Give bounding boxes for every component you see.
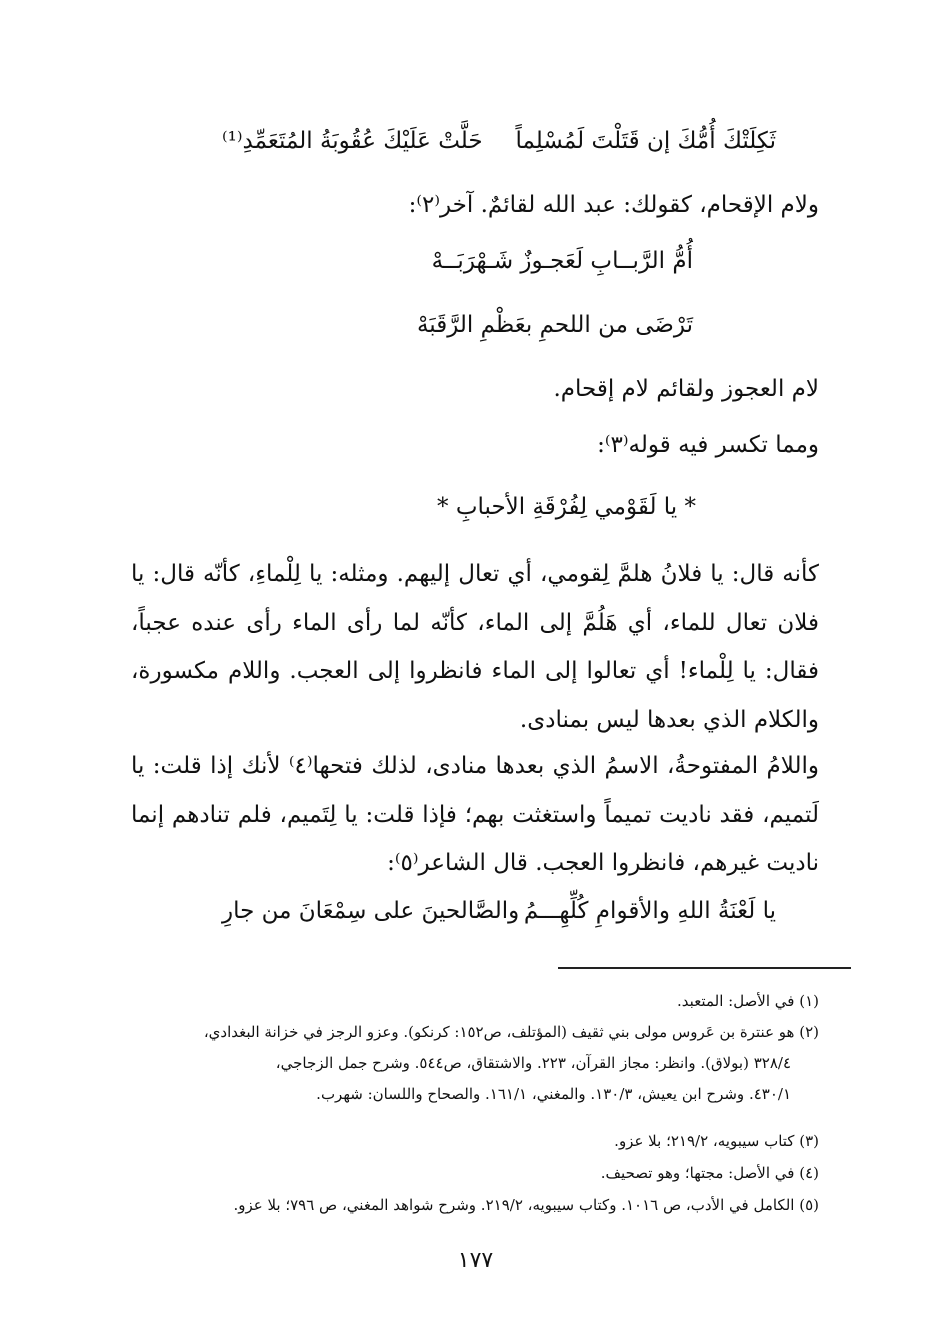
footnote-separator: [558, 967, 851, 969]
verse2-left-hemistich: والصَّالحينَ على سِمْعَانَ من جارِ: [222, 898, 520, 924]
line-iqham: ولام الإقحام، كقولك: عبد الله لقائمٌ. آخر⁽٢⁾:: [408, 192, 819, 218]
rajaz-line-1: أُمُّ الرَّبــابِ لَعَجـوزٌ شَـهْرَبَــهْ: [431, 248, 693, 274]
footnote-5: (٥) الكامل في الأدب، ص ١٠١٦. وكتاب سيبويه، ٢١٩/٢. وشرح شواهد المغني، ص ٧٩٦؛ بلا عزو.: [233, 1196, 819, 1214]
page-number: ١٧٧: [457, 1248, 494, 1273]
footnote-2-line-1: (٢) هو عنترة بن عَروس مولى بني ثقيف (المؤتلف، ص١٥٢: كرنكو). وعزو الرجز في خزانة البغدادي،: [203, 1023, 819, 1041]
verse2-right-hemistich: يا لَعْنَةُ اللهِ والأقوامِ كُلِّهِـــمُ: [523, 898, 776, 924]
half-verse: * يا لَقَوْمي لِفُرْقَةِ الأحبابِ *: [437, 494, 696, 520]
paragraph-2: واللامُ المفتوحةُ، الاسمُ الذي بعدها منادى، لذلك فتحها⁽٤⁾ لأنك إذا قلت: يا لَتميم، فقد ناديت تميماً واستغثت بهم؛ فإذا قلت: يا لِتَميم، فلم تنادهم إنما ناديت غيرهم، فانظروا العجب. قال الشاعر⁽٥⁾:: [131, 753, 820, 876]
rajaz-line-2: تَرْضَى من اللحمِ بعَظْمِ الرَّقَبَهْ: [416, 312, 693, 338]
footnote-3: (٣) كتاب سيبويه، ٢١٩/٢؛ بلا عزو.: [614, 1132, 819, 1150]
paragraph-1: كأنه قال: يا فلانُ هلمَّ لِقومي، أي تعال إليهم. ومثله: يا لِلْماءِ، كأنّه قال: يا فلان تعال للماء، أي هَلُمَّ إلى الماء، كأنّه لما رأى الماء رأى عنده عجباً، فقال: يا لِلْماء! أي تعالوا إلى الماء فانظروا إلى العجب. واللام مكسورة، والكلام الذي بعدها ليس بمنادى.: [131, 561, 819, 733]
footnote-4: (٤) في الأصل: مجتها؛ وهو تصحيف.: [600, 1164, 819, 1182]
verse1-right-hemistich: ثَكِلَتْكَ أُمُّكَ إن قَتَلْتَ لَمُسْلِماً: [515, 128, 776, 154]
footnote-1: (١) في الأصل: المتعبد.: [677, 992, 819, 1010]
footnote-2-line-2: ٣٢٨/٤ (بولاق). وانظر: مجاز القرآن، ٢٢٣. والاشتقاق، ص٥٤٤. وشرح جمل الزجاجي،: [275, 1054, 791, 1072]
footnote-2-line-3: ٤٣٠/١. وشرح ابن يعيش، ١٣٠/٣. والمغني، ١٦١/١. والصحاح واللسان: شهرب.: [316, 1085, 791, 1103]
line-lam-iqham: لام العجوز ولقائم لام إقحام.: [553, 376, 819, 402]
verse1-left-hemistich: حَلَّتْ عَلَيْكَ عُقُوبَةُ المُتَعَمِّدِ⁽¹⁾: [222, 128, 483, 154]
line-takassar: ومما تكسر فيه قوله⁽٣⁾:: [597, 432, 819, 458]
